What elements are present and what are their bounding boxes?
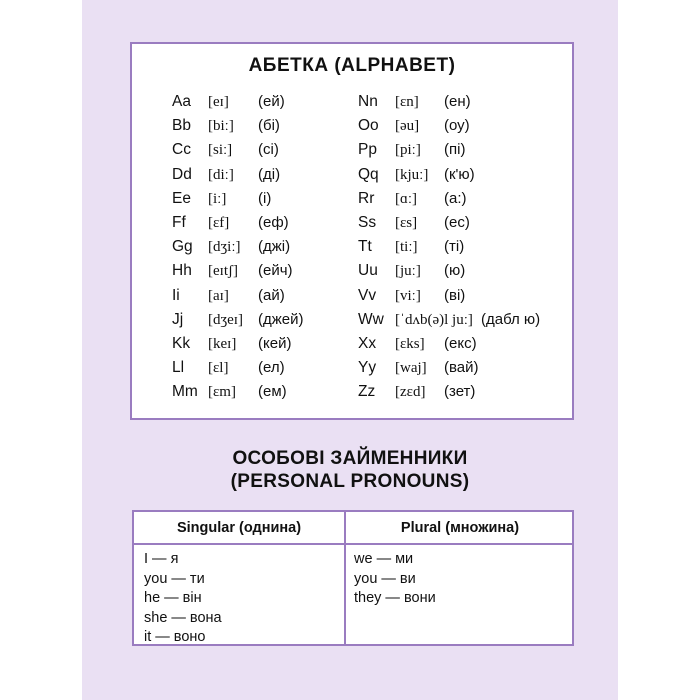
alphabet-letter: Oo [358,117,379,135]
alphabet-transcription: [əu] [395,118,420,135]
alphabet-transcription: [diː] [208,166,234,183]
alphabet-ukrainian-reading: (екс) [444,334,477,352]
pronoun-item: they — вони [354,590,436,606]
alphabet-letter: Ll [172,359,185,377]
alphabet-ukrainian-reading: (ай) [258,286,285,304]
alphabet-transcription: [juː] [395,263,421,280]
alphabet-transcription: [zɛd] [395,384,426,401]
pronouns-table [132,510,574,646]
alphabet-letter: Gg [172,238,193,256]
alphabet-letter: Dd [172,165,192,183]
alphabet-transcription: [eɪ] [208,94,229,110]
alphabet-letter: Zz [358,383,376,401]
alphabet-letter: Mm [172,383,198,401]
alphabet-transcription: [viː] [395,287,421,304]
alphabet-letter: Jj [172,310,184,328]
alphabet-ukrainian-reading: (ві) [444,286,466,304]
pronoun-item: I — я [144,551,179,567]
alphabet-transcription: [dʒeɪ] [208,311,243,328]
alphabet-box [130,42,574,420]
pronoun-item: we — ми [354,551,414,567]
alphabet-ukrainian-reading: (кей) [258,334,292,352]
alphabet-transcription: [piː] [395,142,421,159]
alphabet-ukrainian-reading: (к'ю) [444,165,475,183]
alphabet-transcription: [keɪ] [208,335,237,352]
alphabet-ukrainian-reading: (ес) [444,213,470,231]
alphabet-letter: Cc [172,141,191,159]
alphabet-ukrainian-reading: (оу) [444,117,470,135]
pronouns-title-line2: (PERSONAL PRONOUNS) [230,471,470,492]
alphabet-transcription: [biː] [208,118,234,135]
alphabet-transcription: [iː] [208,190,227,207]
alphabet-ukrainian-reading: (ем) [258,383,287,401]
pronoun-item: you — ви [354,570,416,587]
alphabet-transcription: [ɛn] [395,94,419,110]
alphabet-ukrainian-reading: (і) [258,189,272,207]
alphabet-ukrainian-reading: (вай) [444,359,479,377]
alphabet-letter: Ee [172,189,191,207]
pronouns-title-line1: ОСОБОВІ ЗАЙМЕННИКИ [232,448,468,469]
alphabet-letter: Pp [358,141,377,159]
alphabet-letter: Uu [358,262,378,280]
alphabet-transcription: [waj] [395,360,427,377]
pronoun-item: she — вона [144,609,222,626]
alphabet-letter: Ww [358,310,384,328]
alphabet-transcription: [ɛs] [395,214,418,231]
alphabet-letter: Nn [358,93,378,110]
alphabet-letter: Bb [172,117,191,135]
alphabet-letter: Tt [358,238,372,256]
alphabet-transcription: [siː] [208,142,233,159]
alphabet-transcription: [ɛm] [208,384,236,401]
alphabet-ukrainian-reading: (ен) [444,93,471,110]
alphabet-letter: Hh [172,262,192,280]
alphabet-transcription: [aɪ] [208,287,229,304]
alphabet-letter: Xx [358,334,377,352]
alphabet-transcription: [ˈdʌb(ə)l juː] [395,311,473,328]
alphabet-transcription: [kjuː] [395,166,429,183]
alphabet-letter: Kk [172,334,191,352]
alphabet-ukrainian-reading: (ді) [258,165,281,183]
alphabet-letter: Vv [358,286,377,304]
alphabet-transcription: [ɛl] [208,360,229,377]
alphabet-title: АБЕТКА (ALPHABET) [248,55,456,76]
pronouns-title [82,447,618,493]
alphabet-ukrainian-reading: (ел) [258,359,285,377]
alphabet-letter: Ff [172,213,186,231]
alphabet-letter: Ss [358,213,377,231]
alphabet-transcription: [ɑː] [395,190,418,207]
alphabet-transcription: [dʒiː] [208,239,241,256]
alphabet-ukrainian-reading: (зет) [444,383,476,401]
plural-header: Plural (множина) [400,520,520,536]
alphabet-ukrainian-reading: (джі) [258,238,291,256]
alphabet-ukrainian-reading: (дабл ю) [481,310,541,328]
alphabet-ukrainian-reading: (ейч) [258,262,293,280]
alphabet-letter: Qq [358,165,379,183]
alphabet-letter: Ii [172,286,180,304]
alphabet-letter: Rr [358,189,375,207]
alphabet-letter: Yy [358,359,377,377]
alphabet-transcription: [eɪtʃ] [208,263,238,280]
alphabet-ukrainian-reading: (ей) [258,93,285,110]
alphabet-ukrainian-reading: (сі) [258,141,279,159]
alphabet-ukrainian-reading: (бі) [258,117,280,135]
alphabet-transcription: [ɛf] [208,214,230,231]
alphabet-ukrainian-reading: (пі) [444,141,466,159]
alphabet-transcription: [ɛks] [395,335,425,352]
singular-cell [144,550,222,648]
alphabet-transcription: [tiː] [395,239,418,256]
table-divider-horizontal [134,543,572,545]
plural-cell [354,550,436,609]
alphabet-ukrainian-reading: (ю) [444,262,466,280]
pronoun-item: it — воно [144,629,206,645]
pronoun-item: he — він [144,590,202,606]
alphabet-ukrainian-reading: (еф) [258,213,289,231]
alphabet-ukrainian-reading: (а:) [444,189,467,207]
alphabet-letter: Aa [172,93,191,110]
singular-header: Singular (однина) [176,520,302,536]
alphabet-ukrainian-reading: (джей) [258,310,304,328]
pronoun-item: you — ти [144,570,205,587]
alphabet-ukrainian-reading: (ті) [444,238,465,256]
